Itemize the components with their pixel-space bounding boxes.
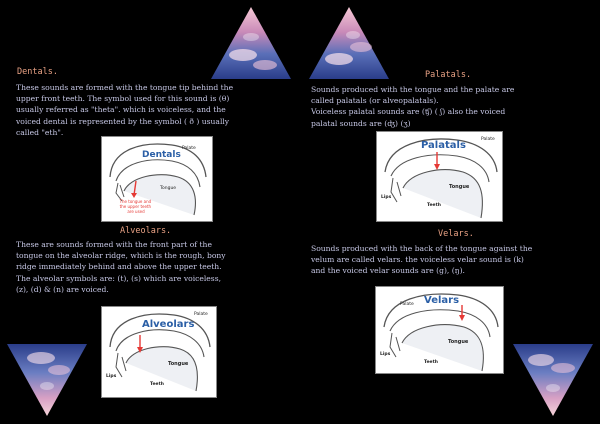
dentals-line: usually referred as "theta". which is voiceless, and the [16, 105, 226, 115]
velars-diagram-teeth-label: Teeth [424, 360, 438, 365]
velars-diagram-title: Velars [424, 295, 460, 306]
velars-heading: Velars. [438, 229, 474, 239]
alveolars-line: (z), (d) & (n) are voiced. [16, 284, 109, 294]
alveolars-diagram [101, 306, 217, 398]
velars-diagram-lips-label: Lips [380, 352, 391, 357]
palatals-line: called palatals (or alveopalatals). [311, 96, 439, 106]
dentals-diagram [101, 136, 213, 222]
velars-diagram-palate-label: Palate [400, 302, 414, 307]
alveolars-diagram-lips-label: Lips [106, 374, 117, 379]
alveolars-line: These are sounds formed with the front part of the [16, 240, 212, 249]
palatals-paragraph [311, 84, 514, 129]
dentals-diagram-palate-label: Palate [182, 146, 196, 151]
dentals-diagram-title: Dentals [142, 150, 181, 160]
dentals-line: voiced dental is represented by the symbol ( ð ) usually [16, 116, 230, 126]
sky-triangle-bottom-left [7, 344, 87, 416]
palatals-heading: Palatals. [425, 70, 472, 80]
palatals-diagram-teeth-label: Teeth [427, 203, 441, 208]
dentals-line: These sounds are formed with the tongue tip behind the [16, 83, 234, 92]
dentals-diagram-note [119, 199, 153, 214]
velars-paragraph [311, 243, 532, 277]
velars-line: and the voiced velar sounds are (g), (ŋ). [311, 266, 465, 276]
palatals-line: Voiceless palatal sounds are (ʧ) ( ʃ) also the voiced [311, 107, 506, 117]
alveolars-line: tongue on the alveolar ridge, which is the rough, bony [16, 251, 226, 261]
alveolars-line: The alveolar symbols are: (t), (s) which are voiceless, [16, 273, 222, 283]
palatals-line: Sounds produced with the tongue and the palate are [311, 85, 515, 94]
velars-line: Sounds produced with the back of the tongue against the [311, 244, 533, 253]
palatals-diagram [376, 131, 503, 222]
dentals-note-line: are used [127, 209, 145, 214]
palatals-diagram-tongue-label: Tongue [449, 184, 470, 190]
palatals-diagram-lips-label: Lips [381, 195, 392, 200]
dentals-paragraph [16, 82, 233, 138]
dentals-note-line: the upper teeth [119, 204, 152, 209]
dentals-diagram-tongue-label: Tongue [160, 186, 177, 191]
sky-triangle-bottom-right [513, 344, 593, 416]
sky-triangle-top-right [309, 7, 389, 79]
alveolars-diagram-palate-label: Palate [194, 312, 208, 317]
palatals-diagram-palate-label: Palate [481, 137, 495, 142]
palatals-diagram-title: Palatals [421, 140, 466, 151]
velars-diagram [375, 286, 504, 374]
dentals-note-line: The tongue and [119, 199, 152, 204]
palatals-line: palatal sounds are (ʤ) (ʒ) [311, 118, 411, 128]
alveolars-heading: Alveolars. [120, 226, 172, 236]
alveolars-diagram-teeth-label: Teeth [150, 382, 164, 387]
velars-diagram-tongue-label: Tongue [448, 339, 469, 345]
dentals-line: upper front teeth. The symbol used for this sound is (θ) [16, 94, 230, 104]
alveolars-line: ridge immediately behind and above the upper teeth. [16, 262, 222, 272]
dentals-heading: Dentals. [17, 67, 58, 77]
alveolars-diagram-title: Alveolars [142, 319, 195, 330]
alveolars-paragraph [16, 239, 226, 295]
dentals-line: called "eth". [16, 127, 64, 137]
sky-triangle-top-left [211, 7, 291, 79]
alveolars-diagram-tongue-label: Tongue [168, 361, 189, 367]
velars-line: velum are called velars. the voiceless velar sound is (k) [311, 255, 524, 265]
